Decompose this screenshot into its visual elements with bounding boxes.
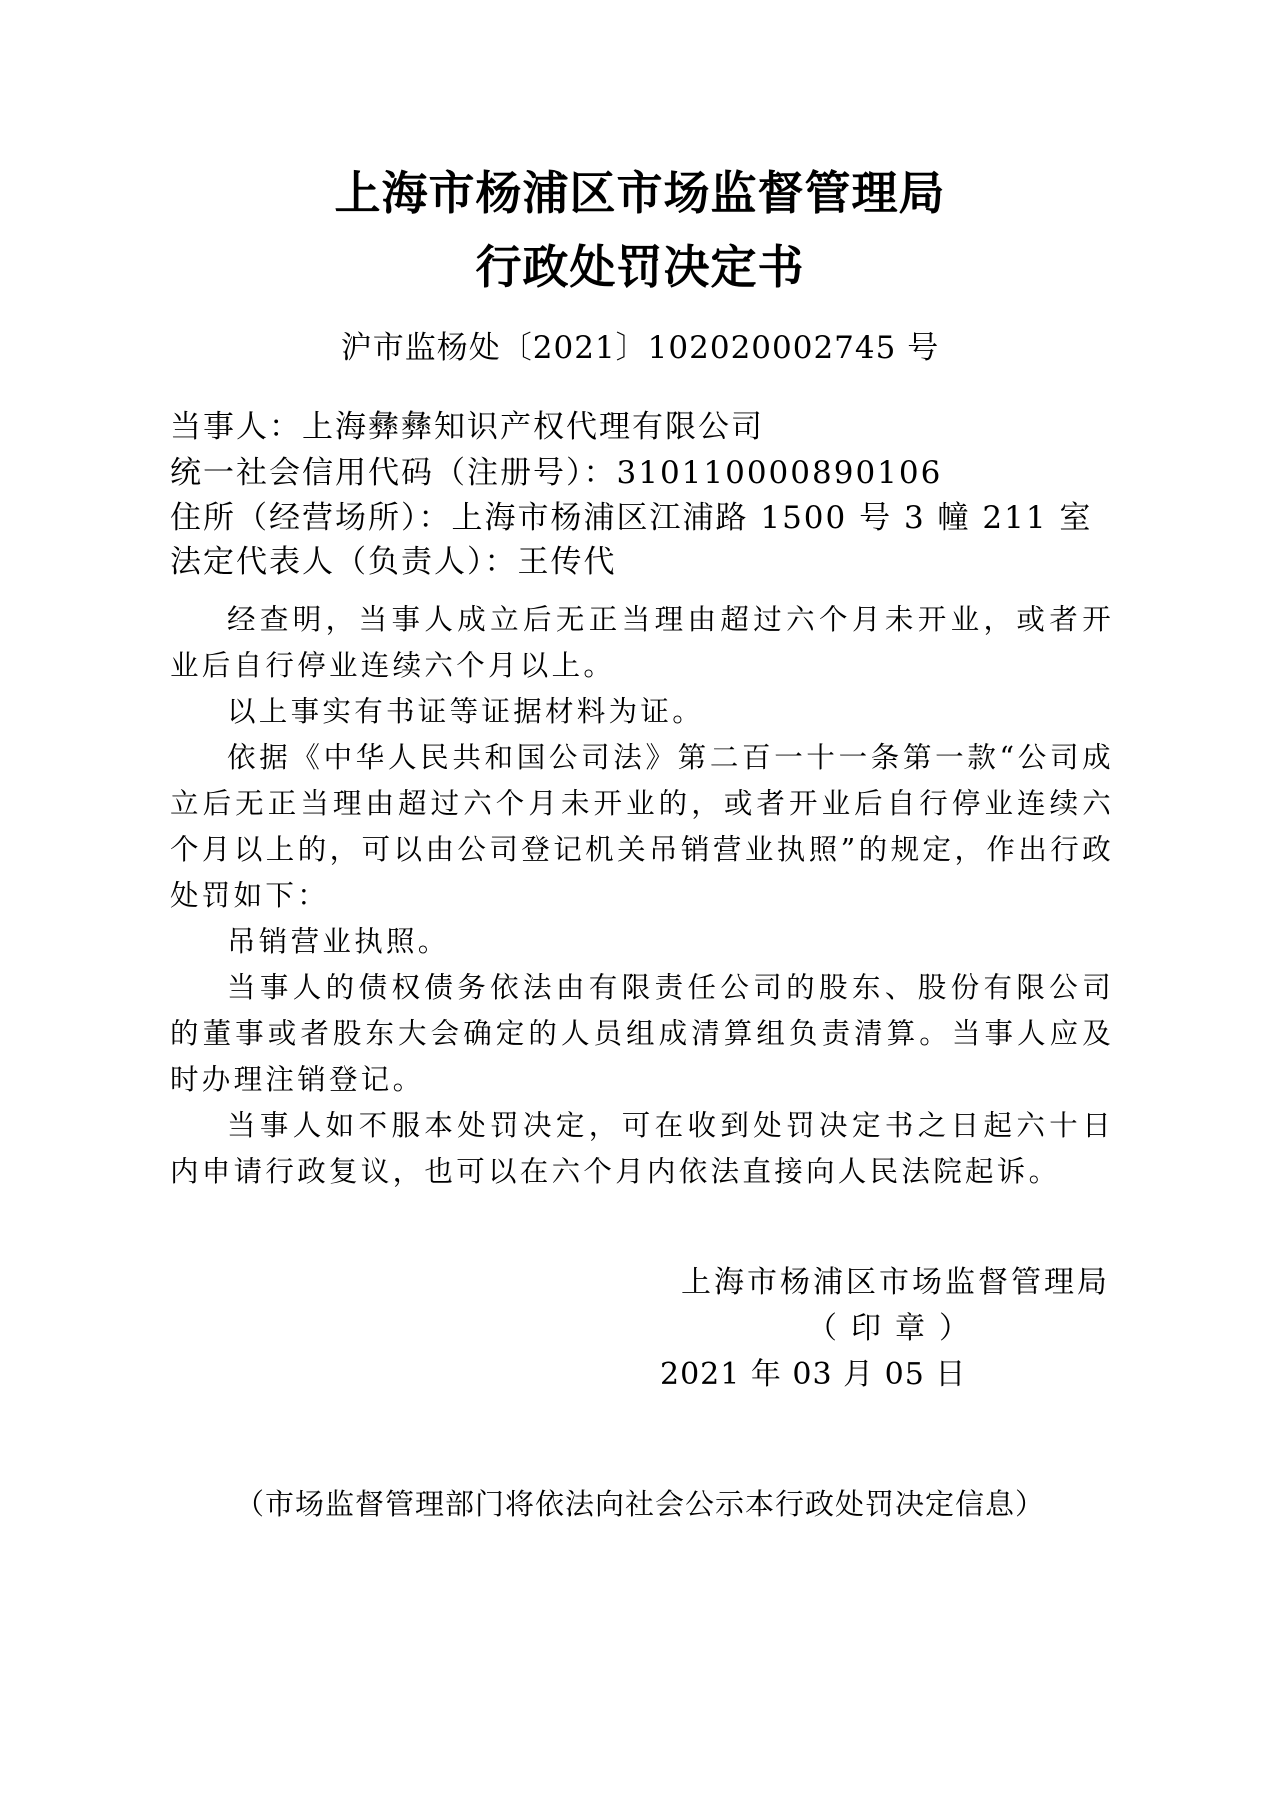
party-address: 住所（经营场所）：上海市杨浦区江浦路 1500 号 3 幢 211 室 [170, 500, 1093, 536]
document-body [170, 597, 1114, 1195]
signature-seal: （印章） [807, 1311, 983, 1346]
signature-organization: 上海市杨浦区市场监督管理局 [681, 1265, 1110, 1300]
document-number: 沪市监杨处〔2021〕102020002745 号 [340, 330, 940, 366]
party-credit-code: 统一社会信用代码（注册号）：310110000890106 [170, 455, 943, 491]
party-representative: 法定代表人（负责人）：王传代 [170, 544, 617, 580]
body-paragraph-legal-basis: 依据《中华人民共和国公司法》第二百一十一条第一款“公司成立后无正当理由超过六个月未开业的，或者开业后自行停业连续六个月以上的，可以由公司登记机关吊销营业执照”的规定，作出行政处罚如下： [170, 741, 1114, 912]
body-paragraph-appeal: 当事人如不服本处罚决定，可在收到处罚决定书之日起六十日内申请行政复议，也可以在六个月内依法直接向人民法院起诉。 [170, 1109, 1114, 1188]
signature-date: 2021 年 03 月 05 日 [660, 1357, 967, 1392]
party-name: 当事人：上海彝彝知识产权代理有限公司 [170, 409, 764, 445]
signature-block [630, 1260, 1110, 1398]
document-title-type: 行政处罚决定书 [475, 240, 805, 294]
document-title-agency: 上海市杨浦区市场监督管理局 [334, 166, 946, 220]
body-paragraph-liquidation: 当事人的债权债务依法由有限责任公司的股东、股份有限公司的董事或者股东大会确定的人员组成清算组负责清算。当事人应及时办理注销登记。 [170, 971, 1114, 1096]
body-paragraph-evidence: 以上事实有书证等证据材料为证。 [227, 695, 705, 728]
footer-disclosure-note: （市场监督管理部门将依法向社会公示本行政处罚决定信息） [234, 1487, 1045, 1521]
body-paragraph-penalty: 吊销营业执照。 [227, 925, 450, 958]
body-paragraph-findings: 经查明，当事人成立后无正当理由超过六个月未开业，或者开业后自行停业连续六个月以上。 [170, 603, 1114, 682]
